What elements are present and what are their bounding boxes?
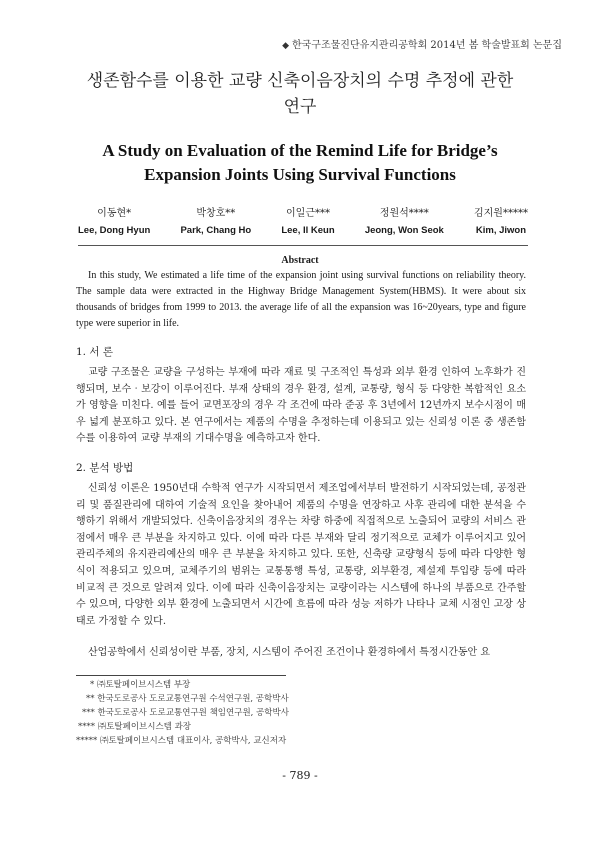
english-title-line-2: Expansion Joints Using Survival Functions [144, 165, 456, 184]
author-name-ko: 박창호** [196, 208, 236, 219]
abstract-text [76, 268, 526, 332]
author-name-en: Lee, Il Keun [281, 225, 335, 236]
author-name-en: Kim, Jiwon [475, 225, 527, 236]
author [281, 205, 334, 239]
page-number: - 789 - [282, 769, 318, 782]
english-title [50, 139, 550, 187]
author-name-ko: 김지원***** [473, 208, 528, 219]
running-header [282, 36, 562, 51]
abstract-body: In this study, We estimated a life time of the expansion joint using survival functions on reliability theory. The sample data were extracted in the Highway Bridge Management System(HBMS). It were about six thousands of bridges from 1999 to 2013. the average life of all the expansion was 16~20years, type and figure type were superior in life. [76, 270, 526, 329]
section-2-paragraph: 신뢰성 이론은 1950년대 수학적 연구가 시작되면서 제조업에서부터 발전하기 시작되었는데, 공정관리 및 품질관리에 대하여 기술적 요인을 찾아내어 제품의 수명을 연장하고 사후 관리에 대한 분석을 수행하기 위해서 개발되었다. 신축이음장치의 경우는 차량 하중에 직접적으로 노출되어 교량의 서비스 관점에서 매우 큰 부분을 차지하고 있다. 이에 따라 다른 부재와 달리 정기적으로 교체가 이루어지고 있어 관리주체의 유지관리예산의 매우 큰 부분을 차지하고 있다. 또한, 신축량 교량형식 등에 따라 다양한 형식이 적용되고 있으며, 교체주기의 범위는 교통통행 특성, 교통량, 외부환경, 제설제 투입량 등에 따라 비교적 큰 것으로 알려져 있다. 이에 따라 신축이음장치는 교량이라는 시스템에 하나의 부품으로 간주할 수 있으며, 다양한 외부 환경에 노출되면서 시간에 흐름에 따라 성능 저하가 나타나 교체 시점인 고장 상태로 가정할 수 있다. [76, 483, 526, 627]
footnote: ** 한국도로공사 도로교통연구원 수석연구원, 공학박사 [86, 694, 289, 704]
section-1-heading: 1. 서 론 [76, 346, 113, 358]
korean-title [60, 68, 540, 120]
author-list [78, 205, 528, 239]
author-name-en: Park, Chang Ho [180, 225, 252, 236]
footnotes [76, 678, 289, 748]
abstract-heading: Abstract [281, 255, 319, 266]
footnote-divider [76, 675, 286, 676]
author [365, 205, 444, 239]
diamond-icon: ◆ [282, 41, 289, 51]
author-name-ko: 정원석**** [379, 208, 429, 219]
author [78, 205, 150, 239]
author [474, 205, 528, 239]
footnote: ***** ㈜토탈페이브시스템 대표이사, 공학박사, 교신저자 [76, 736, 287, 746]
english-title-line-1: A Study on Evaluation of the Remind Life for Bridge’s [102, 141, 498, 160]
divider [78, 245, 528, 246]
section-1-paragraph: 교량 구조물은 교량을 구성하는 부재에 따라 재료 및 구조적인 특성과 외부 환경 인하여 노후화가 진행되며, 보수‧보강이 이루어진다. 부재 상태의 경우 환경, 설계, 교통량, 형식 등 다양한 복합적인 요소가 영향을 미친다. 예를 들어 교면포장의 경우 각 조건에 따라 준공 후 3년에서 12년까지 보수시점이 매우 넓게 분포하고 있다. 본 연구에서는 제품의 수명을 추정하는데 이용되고 있는 신뢰성 이론 중 생존함수를 이용하여 교량 부재의 기대수명을 예측하고자 한다. [76, 367, 526, 445]
author-name-en: Lee, Dong Hyun [78, 225, 151, 236]
korean-title-line-1: 생존함수를 이용한 교량 신축이음장치의 수명 추정에 관한 [86, 71, 514, 91]
author [180, 205, 251, 239]
author-name-ko: 이동현* [97, 208, 132, 219]
author-name-en: Jeong, Won Seok [364, 225, 444, 236]
korean-title-line-2: 연구 [283, 97, 317, 117]
footnote: *** 한국도로공사 도로교통연구원 책임연구원, 공학박사 [82, 708, 289, 718]
author-name-ko: 이일근*** [286, 208, 330, 219]
footnote: **** ㈜토탈페이브시스템 과장 [78, 722, 192, 732]
section-2-heading: 2. 분석 방법 [76, 462, 134, 474]
footnote: * ㈜토탈페이브시스템 부장 [90, 680, 191, 690]
section-2-paragraph: 산업공학에서 신뢰성이란 부품, 장치, 시스템이 주어진 조건이나 환경하에서 특정시간동안 요 [88, 647, 491, 658]
running-header-text: 한국구조물진단유지관리공학회 2014년 봄 학술발표회 논문집 [291, 40, 562, 51]
